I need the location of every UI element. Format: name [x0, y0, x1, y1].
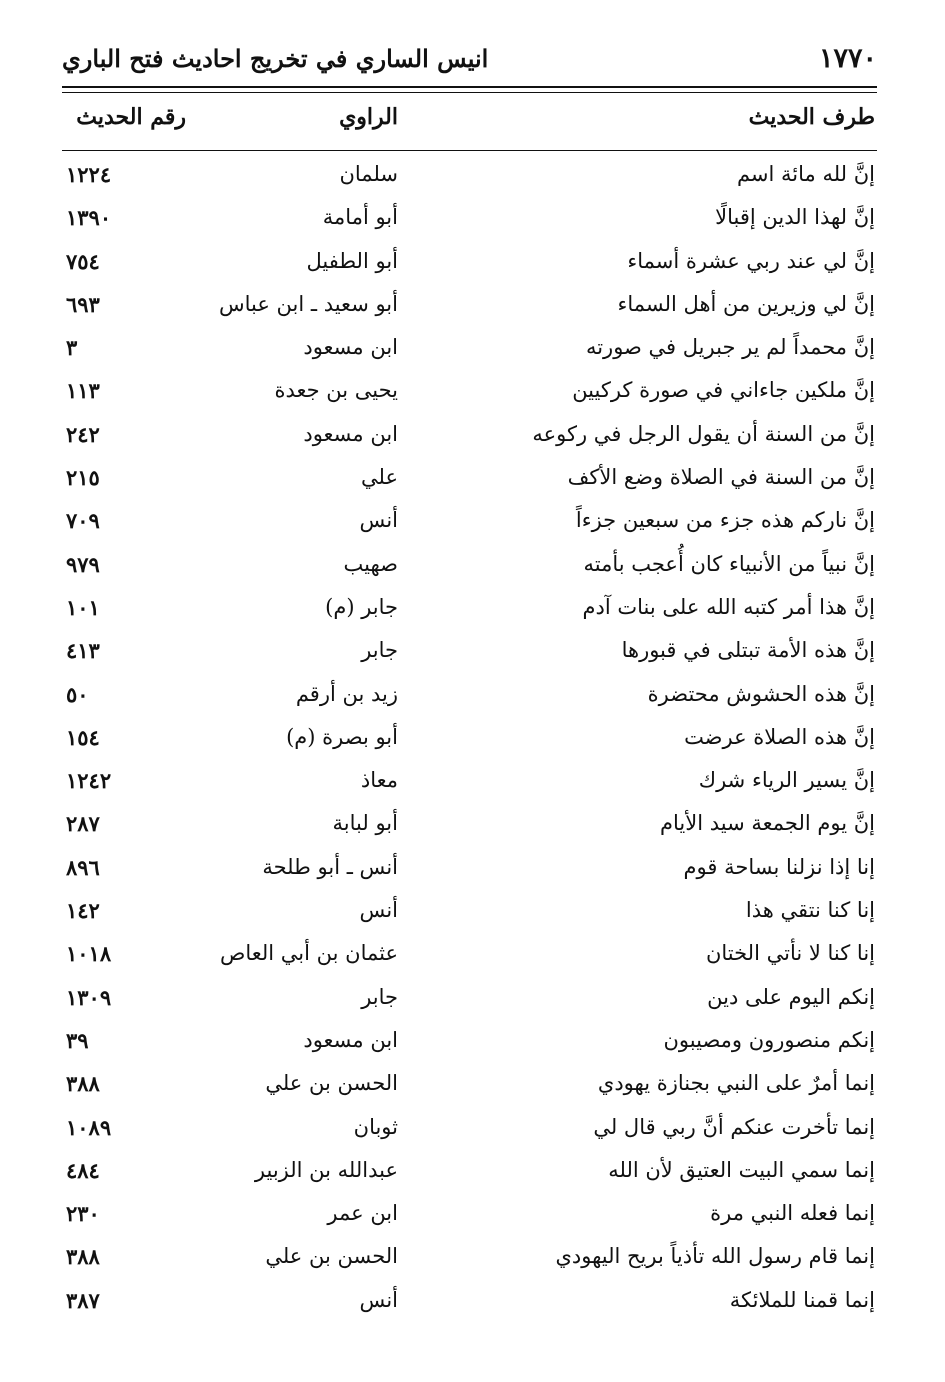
- table-row: [0, 851, 945, 894]
- table-row: [0, 721, 945, 764]
- hadith-text: إنما سمي البيت العتيق لأن الله: [608, 1157, 875, 1182]
- hadith-number: ٦٩٣: [66, 291, 100, 317]
- hadith-text: إنَّ هذه الحشوش محتضرة: [647, 681, 875, 706]
- hadith-text: إنَّ لله مائة اسم: [736, 162, 875, 186]
- hadith-text: إنا كنا نتقي هذا: [745, 898, 875, 923]
- table-row: [0, 504, 945, 547]
- table-row: [0, 937, 945, 980]
- narrator-name: ابن مسعود: [303, 421, 398, 446]
- table-row: [0, 461, 945, 504]
- narrator-name: الحسن بن علي: [265, 1071, 398, 1096]
- narrator-name: أبو الطفيل: [306, 248, 398, 273]
- table-row: [0, 1111, 945, 1154]
- narrator-name: أبو لبابة: [332, 811, 398, 836]
- hadith-number: ٧٥٤: [66, 248, 100, 274]
- hadith-number: ٢٤٢: [66, 421, 100, 447]
- table-row: [0, 634, 945, 677]
- hadith-number: ٤١٣: [66, 638, 100, 664]
- running-header: [62, 36, 877, 80]
- hadith-text: إنما قمنا للملائكة: [729, 1287, 875, 1312]
- hadith-text: إنَّ لي وزيرين من أهل السماء: [617, 291, 875, 316]
- narrator-name: سلمان: [339, 162, 398, 186]
- header-rule-thin: [62, 92, 877, 93]
- table-row: [0, 807, 945, 850]
- narrator-name: أنس: [359, 508, 398, 533]
- hadith-number: ١٠٨٩: [66, 1114, 112, 1140]
- hadith-text: إنما تأخرت عنكم أنَّ ربي قال لي: [593, 1114, 875, 1139]
- header-rule-thick: [62, 86, 877, 88]
- page-number: ١٧٧٠: [818, 42, 877, 74]
- narrator-name: عبدالله بن الزبير: [254, 1157, 398, 1182]
- hadith-number: ٢٣٠: [66, 1201, 100, 1227]
- narrator-name: ابن مسعود: [303, 335, 398, 360]
- narrator-name: أبو بصرة (م): [286, 724, 398, 749]
- hadith-text: إنَّ يوم الجمعة سيد الأيام: [660, 811, 875, 836]
- table-row: [0, 1197, 945, 1240]
- narrator-name: أبو سعيد ـ ابن عباس: [218, 291, 398, 316]
- table-row: [0, 418, 945, 461]
- hadith-text: إنكم منصورون ومصيبون: [663, 1027, 875, 1052]
- hadith-number: ٧٠٩: [66, 508, 100, 534]
- hadith-number: ٣٨٧: [66, 1287, 100, 1313]
- table-row: [0, 331, 945, 374]
- column-header-hadith: طرف الحديث: [748, 104, 875, 130]
- hadith-text: إنما أمرٌ على النبي بجنازة يهودي: [597, 1071, 875, 1096]
- narrator-name: ابن عمر: [327, 1201, 398, 1226]
- narrator-name: معاذ: [360, 768, 398, 793]
- column-header-number: رقم الحديث: [76, 104, 186, 130]
- table-row: [0, 894, 945, 937]
- hadith-text: إنَّ ملكين جاءاني في صورة كركيين: [572, 378, 875, 403]
- hadith-text: إنَّ لي عند ربي عشرة أسماء: [627, 248, 875, 273]
- hadith-text: إنكم اليوم على دين: [707, 984, 875, 1009]
- table-row: [0, 158, 945, 201]
- table-row: [0, 1284, 945, 1327]
- hadith-number: ١٢٤٢: [66, 768, 112, 794]
- table-row: [0, 374, 945, 417]
- hadith-number: ٣٨٨: [66, 1244, 100, 1270]
- column-header-rule: [62, 150, 877, 151]
- table-row: [0, 1024, 945, 1067]
- narrator-name: يحيى بن جعدة: [274, 378, 398, 403]
- narrator-name: جابر: [361, 984, 398, 1009]
- hadith-number: ٢٨٧: [66, 811, 100, 837]
- hadith-index-table: [0, 158, 945, 1327]
- hadith-text: إنَّ هذا أمر كتبه الله على بنات آدم: [582, 594, 875, 619]
- hadith-text: إنَّ يسير الرياء شرك: [698, 768, 875, 793]
- hadith-text: إنما قام رسول الله تأذياً بريح اليهودي: [555, 1244, 875, 1269]
- narrator-name: ابن مسعود: [303, 1027, 398, 1052]
- hadith-text: إنَّ هذه الصلاة عرضت: [684, 724, 875, 749]
- hadith-number: ١٣٩٠: [66, 205, 112, 231]
- hadith-text: إنما فعله النبي مرة: [710, 1201, 875, 1226]
- hadith-number: ٨٩٦: [66, 854, 100, 880]
- hadith-number: ٩٧٩: [66, 551, 100, 577]
- hadith-text: إنَّ من السنة أن يقول الرجل في ركوعه: [532, 421, 875, 446]
- table-row: [0, 981, 945, 1024]
- narrator-name: جابر (م): [325, 594, 398, 619]
- hadith-number: ٣: [66, 335, 78, 361]
- table-row: [0, 764, 945, 807]
- hadith-number: ٣٨٨: [66, 1071, 100, 1097]
- hadith-text: إنَّ محمداً لم ير جبريل في صورته: [585, 335, 875, 360]
- hadith-text: إنا كنا لا نأتي الختان: [705, 941, 875, 966]
- hadith-text: إنَّ ناركم هذه جزء من سبعين جزءاً: [575, 508, 875, 533]
- narrator-name: جابر: [361, 638, 398, 663]
- hadith-number: ١٠١: [66, 594, 100, 620]
- narrator-name: أنس: [359, 898, 398, 923]
- hadith-number: ٣٩: [66, 1027, 89, 1053]
- hadith-text: إنَّ نبياً من الأنبياء كان أُعجب بأمته: [583, 551, 875, 576]
- table-row: [0, 1067, 945, 1110]
- narrator-name: زيد بن أرقم: [295, 681, 398, 706]
- hadith-text: إنَّ هذه الأمة تبتلى في قبورها: [621, 638, 875, 663]
- table-row: [0, 1240, 945, 1283]
- book-title: انيس الساري في تخريج احاديث فتح الباري: [62, 43, 489, 73]
- narrator-name: عثمان بن أبي العاص: [219, 941, 398, 966]
- hadith-text: إنَّ من السنة في الصلاة وضع الأكف: [567, 465, 875, 490]
- hadith-number: ٤٨٤: [66, 1157, 100, 1183]
- narrator-name: الحسن بن علي: [265, 1244, 398, 1269]
- table-row: [0, 288, 945, 331]
- table-row: [0, 1154, 945, 1197]
- narrator-name: أبو أمامة: [322, 205, 398, 230]
- table-row: [0, 548, 945, 591]
- hadith-number: ١٢٢٤: [66, 162, 112, 187]
- narrator-name: أنس ـ أبو طلحة: [262, 854, 398, 879]
- hadith-number: ١٠١٨: [66, 941, 112, 967]
- hadith-number: ٥٠: [66, 681, 89, 707]
- narrator-name: علي: [361, 465, 398, 490]
- hadith-number: ٢١٥: [66, 465, 100, 491]
- table-row: [0, 245, 945, 288]
- table-row: [0, 201, 945, 244]
- table-row: [0, 678, 945, 721]
- hadith-text: إنَّ لهذا الدين إقبالًا: [715, 205, 875, 230]
- hadith-number: ١٣٠٩: [66, 984, 112, 1010]
- narrator-name: صهيب: [343, 551, 398, 576]
- hadith-number: ١٥٤: [66, 724, 100, 750]
- narrator-name: أنس: [359, 1287, 398, 1312]
- table-row: [0, 591, 945, 634]
- column-header-narrator: الراوي: [339, 104, 398, 130]
- hadith-number: ١١٣: [66, 378, 100, 404]
- narrator-name: ثوبان: [353, 1114, 398, 1139]
- hadith-text: إنا إذا نزلنا بساحة قوم: [683, 854, 875, 879]
- hadith-number: ١٤٢: [66, 898, 100, 924]
